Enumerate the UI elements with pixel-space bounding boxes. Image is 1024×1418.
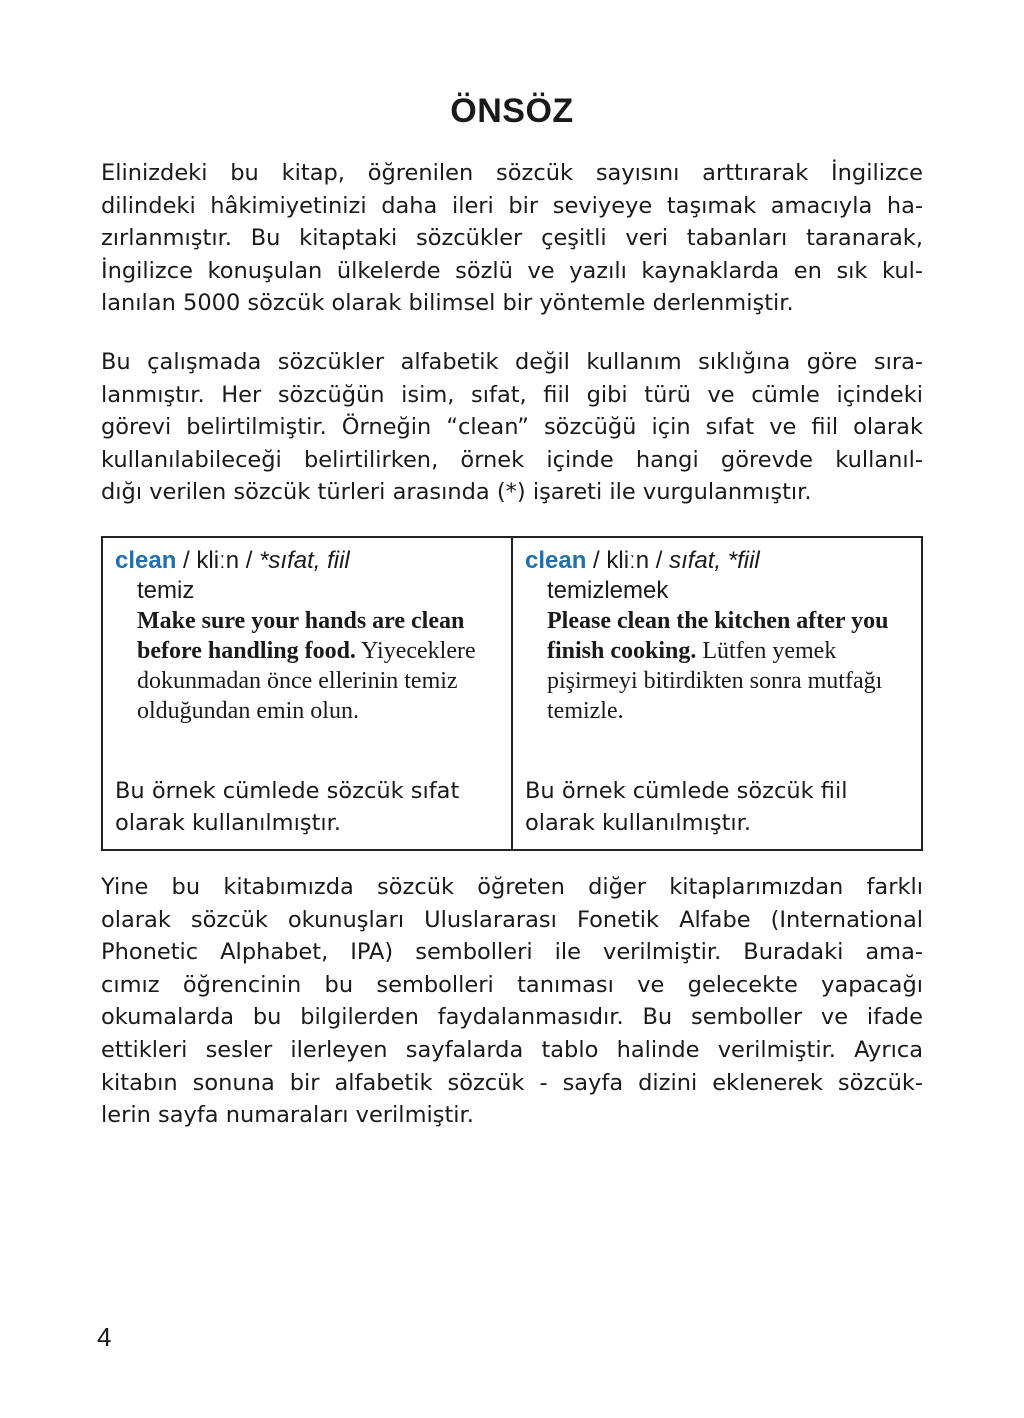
method-paragraph — [101, 346, 923, 509]
paragraph-line: Elinizdeki bu kitap, öğrenilen sözcük sayısını arttırarak İngilizce — [101, 160, 923, 186]
sentence-english: Make sure your hands are clean before handling food. — [137, 608, 465, 664]
usage-note: Bu örnek cümlede sözcük sıfat olarak kullanılmıştır. — [115, 778, 460, 836]
meaning: temizlemek — [547, 577, 669, 604]
paragraph-line: İngilizce konuşulan ülkelerde sözlü ve yazılı kaynaklarda en sık kul- — [101, 257, 923, 284]
sentence-turkish: Lütfen yemek pişirmeyi bitirdikten sonra mutfağı temizle. — [547, 638, 883, 724]
page-title: ÖNSÖZ — [450, 92, 574, 130]
paragraph-line: görevi belirtilmiştir. Örneğin “clean” sözcüğü için sıfat ve fiil olarak — [101, 414, 923, 441]
paragraph-line: dığı verilen sözcük türleri arasında (*) işareti ile vurgulanmıştır. — [101, 479, 812, 506]
paragraph-line: lerin sayfa numaraları verilmiştir. — [101, 1102, 474, 1129]
ipa-paragraph — [101, 871, 923, 1132]
page-number: 4 — [97, 1322, 112, 1352]
paragraph-line: dilindeki hâkimiyetinizi daha ileri bir seviyeye taşımak amacıyla ha- — [101, 192, 923, 219]
paragraph-line: okumalarda bu bilgilerden faydalanmasıdır. Bu semboller ve ifade — [101, 1004, 923, 1031]
example-sentence — [115, 606, 499, 726]
pronunciation: / kliːn / — [176, 547, 260, 574]
pronunciation: / kliːn / — [586, 547, 670, 574]
headword: clean — [525, 547, 587, 574]
paragraph-line: olarak sözcük okunuşları Uluslararası Fonetik Alfabe (International — [101, 906, 923, 933]
usage-note: Bu örnek cümlede sözcük fiil olarak kullanılmıştır. — [525, 778, 848, 836]
example-cell-verb — [511, 538, 921, 849]
paragraph-line: zırlanmıştır. Bu kitaptaki sözcükler çeşitli veri tabanları taranarak, — [101, 225, 923, 252]
example-sentence — [525, 606, 909, 726]
intro-paragraph — [101, 157, 923, 320]
paragraph-line: Yine bu kitabımızda sözcük öğreten diğer kitaplarımızdan farklı — [101, 874, 923, 900]
paragraph-line: kitabın sonuna bir alfabetik sözcük - sayfa dizini eklenerek sözcük- — [101, 1069, 923, 1096]
paragraph-line: Bu çalışmada sözcükler alfabetik değil kullanım sıklığına göre sıra- — [101, 349, 923, 375]
meaning: temiz — [137, 577, 195, 604]
paragraph-line: Phonetic Alphabet, IPA) sembolleri ile verilmiştir. Buradaki ama- — [101, 939, 923, 966]
example-cell-adjective — [103, 538, 511, 849]
paragraph-line: lanılan 5000 sözcük olarak bilimsel bir yöntemle derlenmiştir. — [101, 290, 794, 317]
example-table — [101, 536, 923, 851]
paragraph-line: lanmıştır. Her sözcüğün isim, sıfat, fiil gibi türü ve cümle içindeki — [101, 381, 923, 408]
sentence-english: Please clean the kitchen after you finish cooking. — [547, 608, 889, 664]
paragraph-line: kullanılabileceği belirtilirken, örnek içinde hangi görevde kullanıl- — [101, 446, 923, 473]
paragraph-line: cımız öğrencinin bu sembolleri tanıması ve gelecekte yapacağı — [101, 971, 923, 998]
entry-header — [525, 546, 909, 576]
part-of-speech: *sıfat, fiil — [259, 547, 350, 574]
part-of-speech: sıfat, *fiil — [669, 547, 760, 574]
sentence-turkish: Yiyeceklere dokunmadan önce ellerinin temiz olduğundan emin olun. — [137, 638, 476, 724]
headword: clean — [115, 547, 177, 574]
paragraph-line: ettikleri sesler ilerleyen sayfalarda tablo halinde verilmiştir. Ayrıca — [101, 1036, 923, 1063]
entry-header — [115, 546, 499, 576]
